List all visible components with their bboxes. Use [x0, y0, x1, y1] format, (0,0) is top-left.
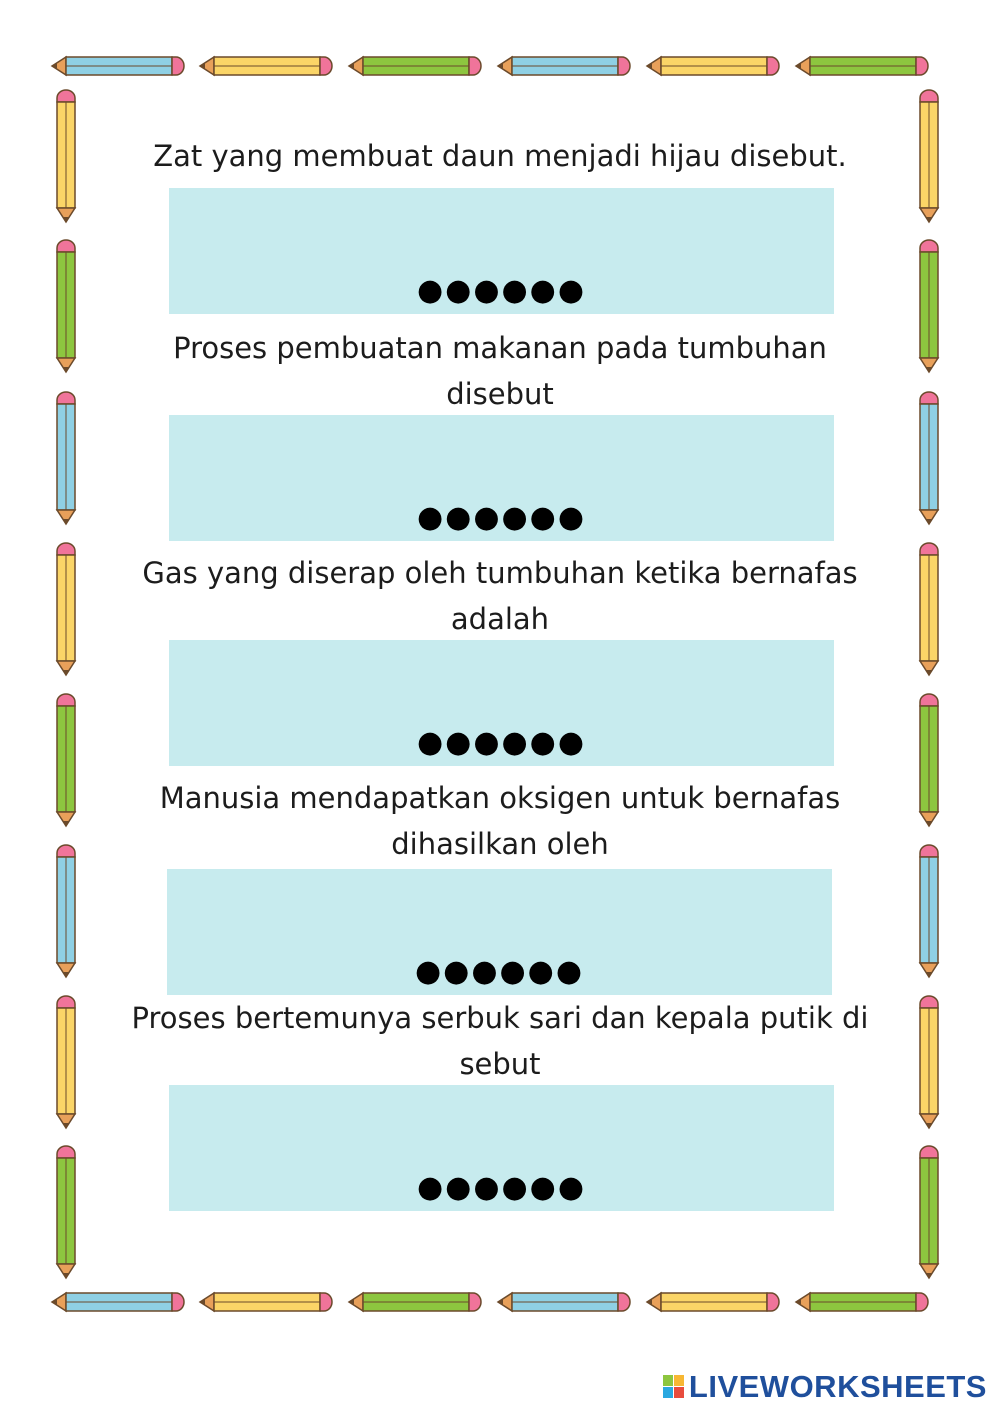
answer-blank-3: ●●●●●● — [416, 725, 587, 760]
pencil-left-6 — [57, 845, 75, 977]
pencil-top-3 — [349, 57, 481, 75]
pencil-left-8 — [57, 1146, 75, 1278]
pencil-top-1 — [52, 57, 184, 75]
pencil-bottom-4 — [498, 1293, 630, 1311]
footer-branding[interactable] — [663, 1367, 987, 1407]
answer-box-3[interactable] — [169, 640, 834, 766]
liveworksheets-logo-icon — [663, 1375, 685, 1399]
answer-blank-5: ●●●●●● — [416, 1170, 587, 1205]
question-4-text: Manusia mendapatkan oksigen untuk bernafas dihasilkan oleh — [159, 781, 841, 861]
pencil-right-6 — [920, 845, 938, 977]
question-5-text: Proses bertemunya serbuk sari dan kepala putik di sebut — [131, 1001, 869, 1081]
pencil-left-4 — [57, 543, 75, 675]
pencil-left-2 — [57, 240, 75, 372]
pencil-top-2 — [200, 57, 332, 75]
pencil-right-8 — [920, 1146, 938, 1278]
question-1-text: Zat yang membuat daun menjadi hijau disebut. — [153, 139, 847, 173]
answer-box-1[interactable] — [169, 188, 834, 314]
pencil-right-2 — [920, 240, 938, 372]
pencil-top-6 — [796, 57, 928, 75]
liveworksheets-brand: LIVEWORKSHEETS — [688, 1369, 987, 1404]
answer-blank-2: ●●●●●● — [416, 500, 587, 535]
pencil-left-5 — [57, 694, 75, 826]
answer-box-4[interactable] — [167, 869, 832, 995]
pencil-bottom-5 — [647, 1293, 779, 1311]
answer-box-5[interactable] — [169, 1085, 834, 1211]
pencil-bottom-1 — [52, 1293, 184, 1311]
answer-blank-4: ●●●●●● — [414, 954, 585, 989]
pencil-bottom-6 — [796, 1293, 928, 1311]
pencil-bottom-2 — [200, 1293, 332, 1311]
pencil-right-4 — [920, 543, 938, 675]
pencil-left-3 — [57, 392, 75, 524]
pencil-left-7 — [57, 996, 75, 1128]
pencil-left-1 — [57, 90, 75, 222]
answer-box-2[interactable] — [169, 415, 834, 541]
question-2-text: Proses pembuatan makanan pada tumbuhan disebut — [173, 331, 827, 411]
answer-blank-1: ●●●●●● — [416, 273, 587, 308]
pencil-top-5 — [647, 57, 779, 75]
pencil-right-5 — [920, 694, 938, 826]
pencil-right-7 — [920, 996, 938, 1128]
pencil-bottom-3 — [349, 1293, 481, 1311]
question-3-text: Gas yang diserap oleh tumbuhan ketika bernafas adalah — [142, 556, 858, 636]
pencil-right-1 — [920, 90, 938, 222]
pencil-right-3 — [920, 392, 938, 524]
pencil-top-4 — [498, 57, 630, 75]
